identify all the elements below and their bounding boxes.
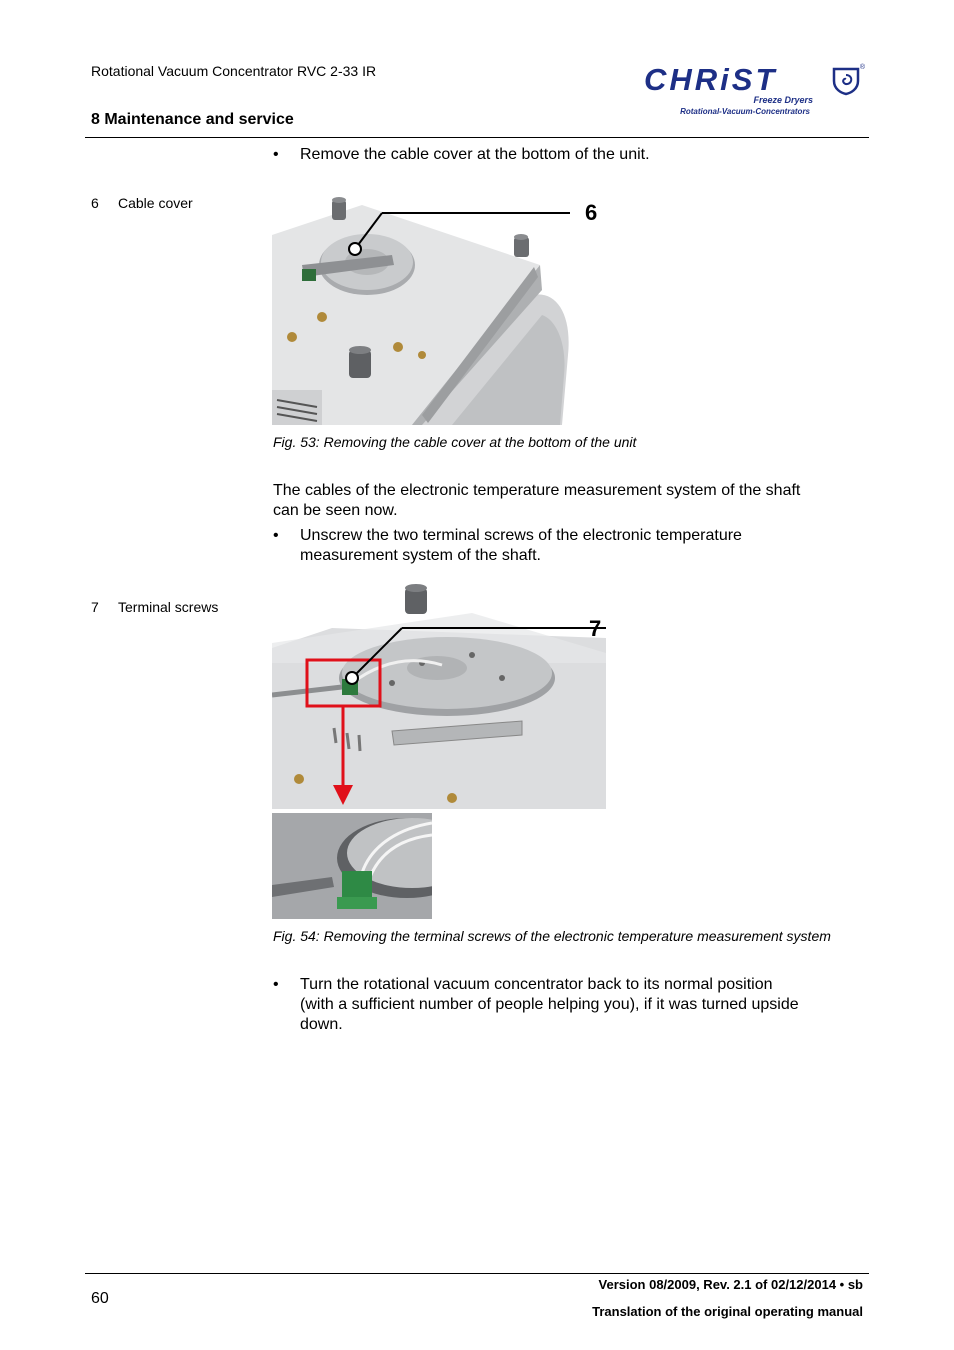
step-unscrew-terminal-screws xyxy=(273,526,873,566)
figure-54-photo-detail xyxy=(272,813,432,919)
callout-number-7: 7 xyxy=(589,616,602,641)
bullet-mark: • xyxy=(273,146,279,163)
step-line: Turn the rotational vacuum concentrator back to its normal position xyxy=(300,976,773,993)
header-divider xyxy=(85,137,869,138)
step-text xyxy=(300,526,742,566)
legend-text: Cable cover xyxy=(118,195,193,211)
christ-logo xyxy=(640,60,865,120)
bullet-mark: • xyxy=(273,527,279,544)
paragraph-line: can be seen now. xyxy=(273,502,398,519)
step-remove-cable-cover xyxy=(273,145,873,165)
bullet-mark: • xyxy=(273,976,279,993)
step-line: down. xyxy=(300,1016,343,1033)
legend-number: 7 xyxy=(91,599,99,615)
paragraph-line: The cables of the electronic temperature measurement system of the shaft xyxy=(273,482,801,499)
step-line: (with a sufficient number of people helping you), if it was turned upside xyxy=(300,996,799,1013)
step-turn-back-upright xyxy=(273,975,873,1035)
step-text: Remove the cable cover at the bottom of the unit. xyxy=(300,146,650,163)
logo-subtitle-rvc: Rotational-Vacuum-Concentrators xyxy=(680,107,810,116)
callout-number-6: 6 xyxy=(585,200,598,225)
section-heading: 8 Maintenance and service xyxy=(91,111,294,128)
legend-text: Terminal screws xyxy=(118,599,219,615)
footer-divider xyxy=(85,1273,869,1274)
step-text xyxy=(300,975,799,1035)
figure-53-caption: Fig. 53: Removing the cable cover at the bottom of the unit xyxy=(273,434,637,450)
figure-54-photo-main xyxy=(272,583,606,809)
logo-wordmark: CHRiST xyxy=(644,62,778,97)
figure-54-caption: Fig. 54: Removing the terminal screws of the electronic temperature measurement system xyxy=(273,928,831,944)
paragraph-cables-visible xyxy=(273,481,873,521)
version-info: Version 08/2009, Rev. 2.1 of 02/12/2014 • sb xyxy=(598,1277,863,1292)
step-line: Unscrew the two terminal screws of the electronic temperature xyxy=(300,527,742,544)
logo-shield-icon xyxy=(831,66,861,96)
page-number: 60 xyxy=(91,1290,109,1307)
legend-item-terminal-screws xyxy=(91,599,261,617)
figure-53-photo xyxy=(272,195,570,425)
translation-note: Translation of the original operating manual xyxy=(592,1304,863,1319)
legend-item-cable-cover xyxy=(91,195,261,213)
logo-subtitle-freeze: Freeze Dryers xyxy=(753,95,813,105)
document-title: Rotational Vacuum Concentrator RVC 2-33 IR xyxy=(91,63,377,79)
step-line: measurement system of the shaft. xyxy=(300,547,541,564)
legend-number: 6 xyxy=(91,195,99,211)
registered-mark: ® xyxy=(859,64,865,71)
